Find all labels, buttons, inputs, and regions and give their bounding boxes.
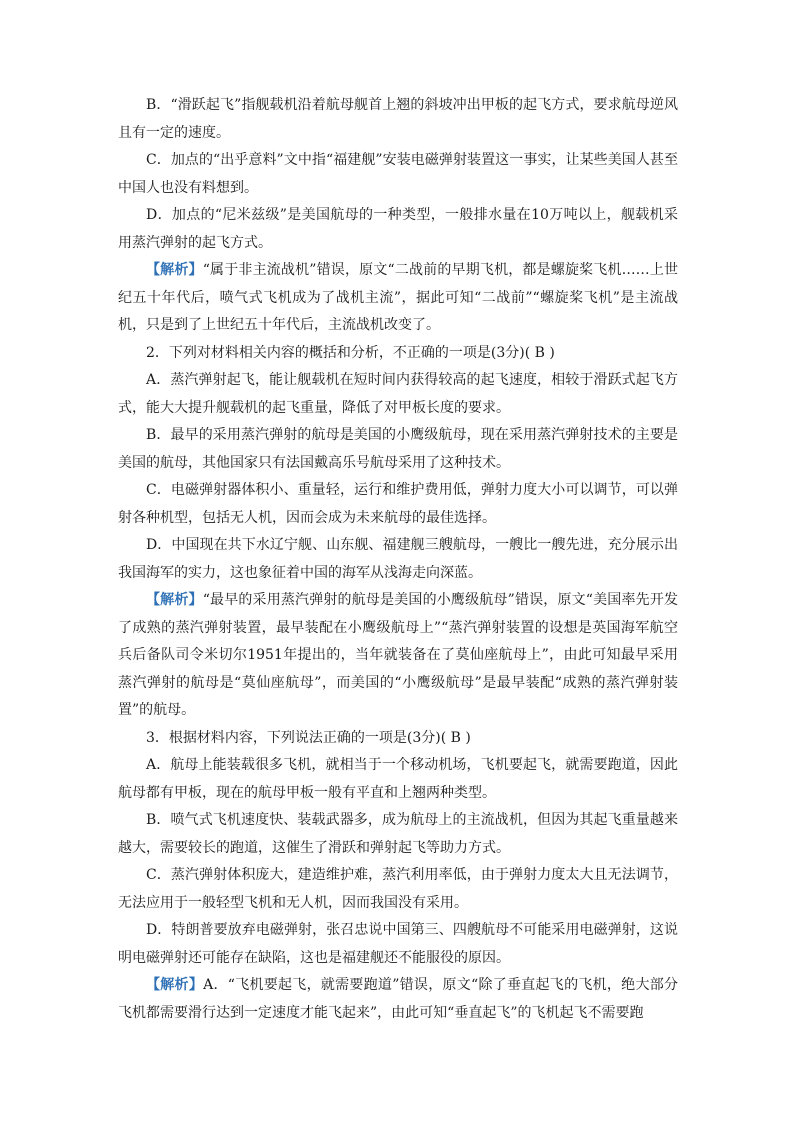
option-a-paragraph bbox=[118, 752, 678, 807]
paragraph-text: 3．根据材料内容，下列说法正确的一项是(3分)( B ) bbox=[146, 729, 471, 746]
analysis-paragraph bbox=[118, 972, 678, 1027]
question-3-paragraph bbox=[118, 725, 678, 753]
option-b-paragraph bbox=[118, 92, 678, 147]
analysis-label: 【解析】 bbox=[146, 592, 203, 608]
analysis-label: 【解析】 bbox=[146, 977, 204, 993]
paragraph-text: “属于非主流战机”错误，原文“二战前的早期飞机，都是螺旋桨飞机……上世纪五十年代后，喷气式飞机成为了战机主流”，据此可知“二战前”“螺旋桨飞机”是主流战机，只是到了上世纪五十年代后，主流战机改变了。 bbox=[118, 262, 678, 333]
paragraph-text: C．加点的“出乎意料”文中指“福建舰”安装电磁弹射装置这一事实，让某些美国人甚至中国人也没有料想到。 bbox=[118, 152, 678, 196]
paragraph-text: C．蒸汽弹射体积庞大，建造维护难，蒸汽利用率低，由于弹射力度太大且无法调节，无法应用于一般轻型飞机和无人机，因而我国没有采用。 bbox=[118, 867, 678, 911]
paragraph-text: A．“飞机要起飞，就需要跑道”错误，原文“除了垂直起飞的飞机，绝大部分飞机都需要滑行达到一定速度才能飞起来”，由此可知“垂直起飞”的飞机起飞不需要跑 bbox=[118, 977, 679, 1021]
document-body bbox=[118, 92, 678, 1027]
paragraph-text: C．电磁弹射器体积小、重量轻，运行和维护费用低，弹射力度大小可以调节，可以弹射各种机型，包括无人机，因而会成为未来航母的最佳选择。 bbox=[118, 482, 678, 526]
paragraph-text: “最早的采用蒸汽弹射的航母是美国的小鹰级航母”错误，原文“美国率先开发了成熟的蒸汽弹射装置，最早装配在小鹰级航母上”“蒸汽弹射装置的设想是英国海军航空兵后备队司令米切尔1951年提出的，当年就装备在了莫仙座航母上”，由此可知最早采用蒸汽弹射的航母是“莫仙座航母”，而美国的“小鹰级航母”是最早装配“成熟的蒸汽弹射装置”的航母。 bbox=[118, 592, 678, 718]
option-b-paragraph bbox=[118, 422, 678, 477]
analysis-paragraph bbox=[118, 587, 678, 725]
paragraph-text: B．最早的采用蒸汽弹射的航母是美国的小鹰级航母，现在采用蒸汽弹射技术的主要是美国的航母，其他国家只有法国戴高乐号航母采用了这种技术。 bbox=[118, 427, 678, 471]
analysis-label: 【解析】 bbox=[146, 262, 203, 278]
option-c-paragraph bbox=[118, 477, 678, 532]
paragraph-text: D．加点的“尼米兹级”是美国航母的一种类型，一般排水量在10万吨以上，舰载机采用蒸汽弹射的起飞方式。 bbox=[118, 207, 678, 251]
analysis-paragraph bbox=[118, 257, 678, 340]
option-c-paragraph bbox=[118, 147, 678, 202]
paragraph-text: A．航母上能装载很多飞机，就相当于一个移动机场，飞机要起飞，就需要跑道，因此航母都有甲板，现在的航母甲板一般有平直和上翘两种类型。 bbox=[118, 757, 678, 801]
option-d-paragraph bbox=[118, 917, 678, 972]
option-d-paragraph bbox=[118, 532, 678, 587]
paragraph-text: D．特朗普要放弃电磁弹射，张召忠说中国第三、四艘航母不可能采用电磁弹射，这说明电磁弹射还可能存在缺陷，这也是福建舰还不能服役的原因。 bbox=[118, 922, 678, 966]
paragraph-text: 2．下列对材料相关内容的概括和分析，不正确的一项是(3分)( B ) bbox=[146, 344, 555, 361]
option-b-paragraph bbox=[118, 807, 678, 862]
paragraph-text: D．中国现在共下水辽宁舰、山东舰、福建舰三艘航母，一艘比一艘先进，充分展示出我国海军的实力，这也象征着中国的海军从浅海走向深蓝。 bbox=[118, 537, 678, 581]
paragraph-text: B．“滑跃起飞”指舰载机沿着航母舰首上翘的斜坡冲出甲板的起飞方式，要求航母逆风且有一定的速度。 bbox=[118, 97, 678, 141]
paragraph-text: B．喷气式飞机速度快、装载武器多，成为航母上的主流战机，但因为其起飞重量越来越大，需要较长的跑道，这催生了滑跃和弹射起飞等助力方式。 bbox=[118, 812, 678, 856]
question-2-paragraph bbox=[118, 340, 678, 368]
option-a-paragraph bbox=[118, 367, 678, 422]
paragraph-text: A．蒸汽弹射起飞，能让舰载机在短时间内获得较高的起飞速度，相较于滑跃式起飞方式，能大大提升舰载机的起飞重量，降低了对甲板长度的要求。 bbox=[118, 372, 678, 416]
option-d-paragraph bbox=[118, 202, 678, 257]
option-c-paragraph bbox=[118, 862, 678, 917]
